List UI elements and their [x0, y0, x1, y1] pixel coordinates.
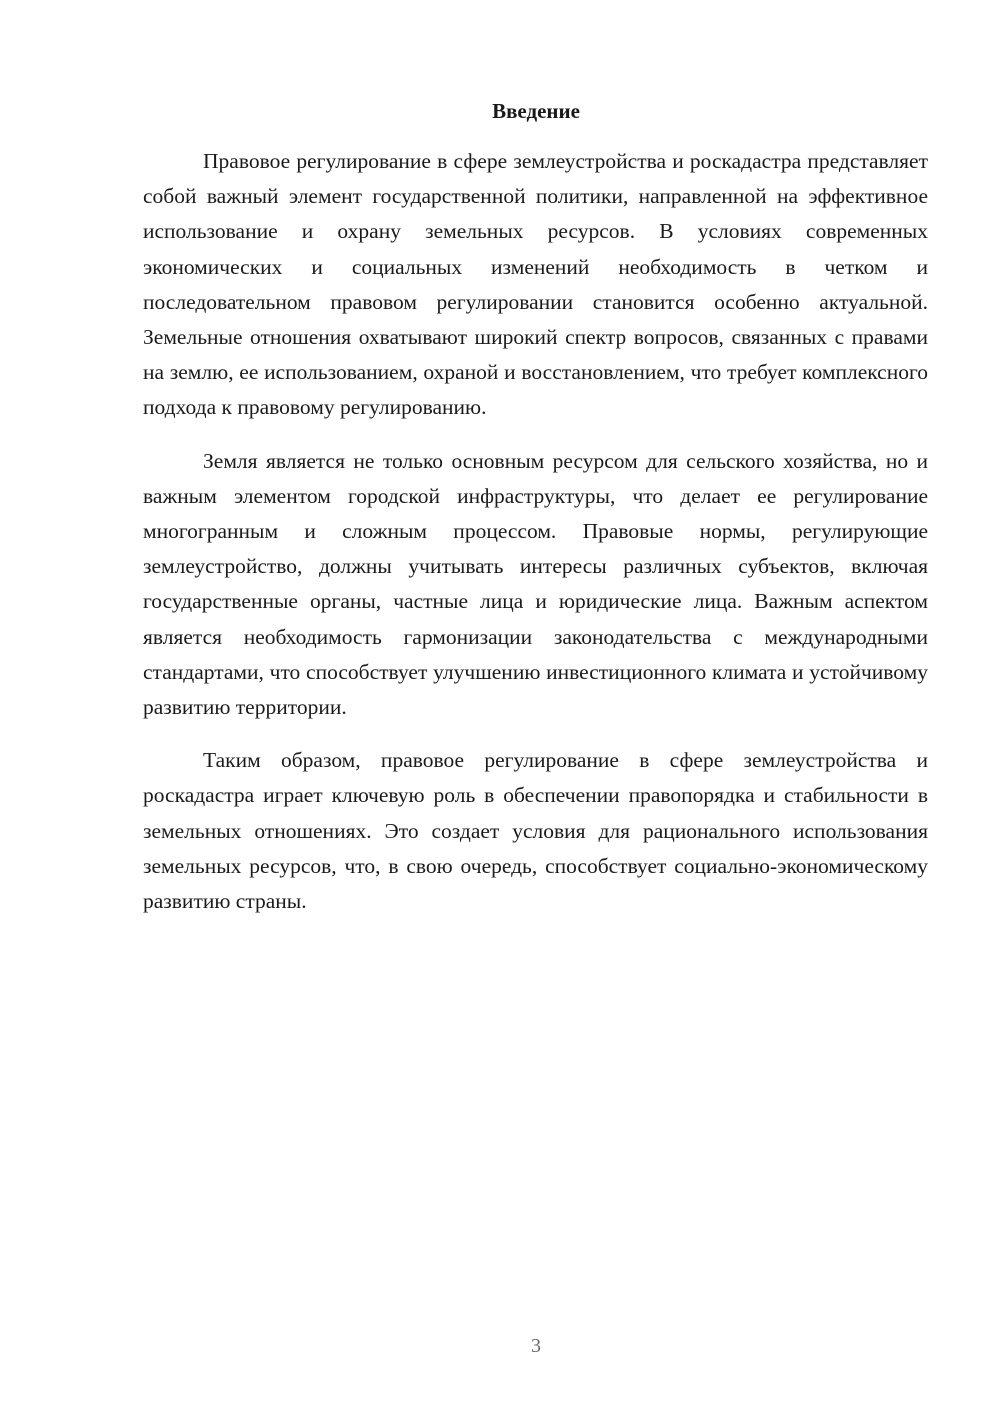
paragraph-3: Таким образом, правовое регулирование в сфере землеустройства и роскадастра играет ключевую роль в обеспечении правопорядка и стабильности в земельных отношениях. Это создает условия для рационального использования земельных ресурсов, что, в свою очередь, способствует социально-экономическому развитию страны.: [143, 748, 928, 914]
paragraph-1: Правовое регулирование в сфере землеустройства и роскадастра представляет собой важный элемент государственной политики, направленной на эффективное использование и охрану земельных ресурсов. В условиях современных экономических и социальных изменений необходимость в четком и последовательном правовом регулировании становится особенно актуальной. Земельные отношения охватывают широкий спектр вопросов, связанных с правами на землю, ее использованием, охраной и восстановлением, что требует комплексного подхода к правовому регулированию.: [143, 149, 928, 420]
page-number: 3: [531, 1335, 541, 1357]
paragraph-2: Земля является не только основным ресурсом для сельского хозяйства, но и важным элементом городской инфраструктуры, что делает ее регулирование многогранным и сложным процессом. Правовые нормы, регулирующие землеустройство, должны учитывать интересы различных субъектов, включая государственные органы, частные лица и юридические лица. Важным аспектом является необходимость гармонизации законодательства с международными стандартами, что способствует улучшению инвестиционного климата и устойчивому развитию территории.: [143, 448, 928, 720]
document-body: [143, 144, 928, 937]
section-title: Введение: [492, 99, 580, 123]
